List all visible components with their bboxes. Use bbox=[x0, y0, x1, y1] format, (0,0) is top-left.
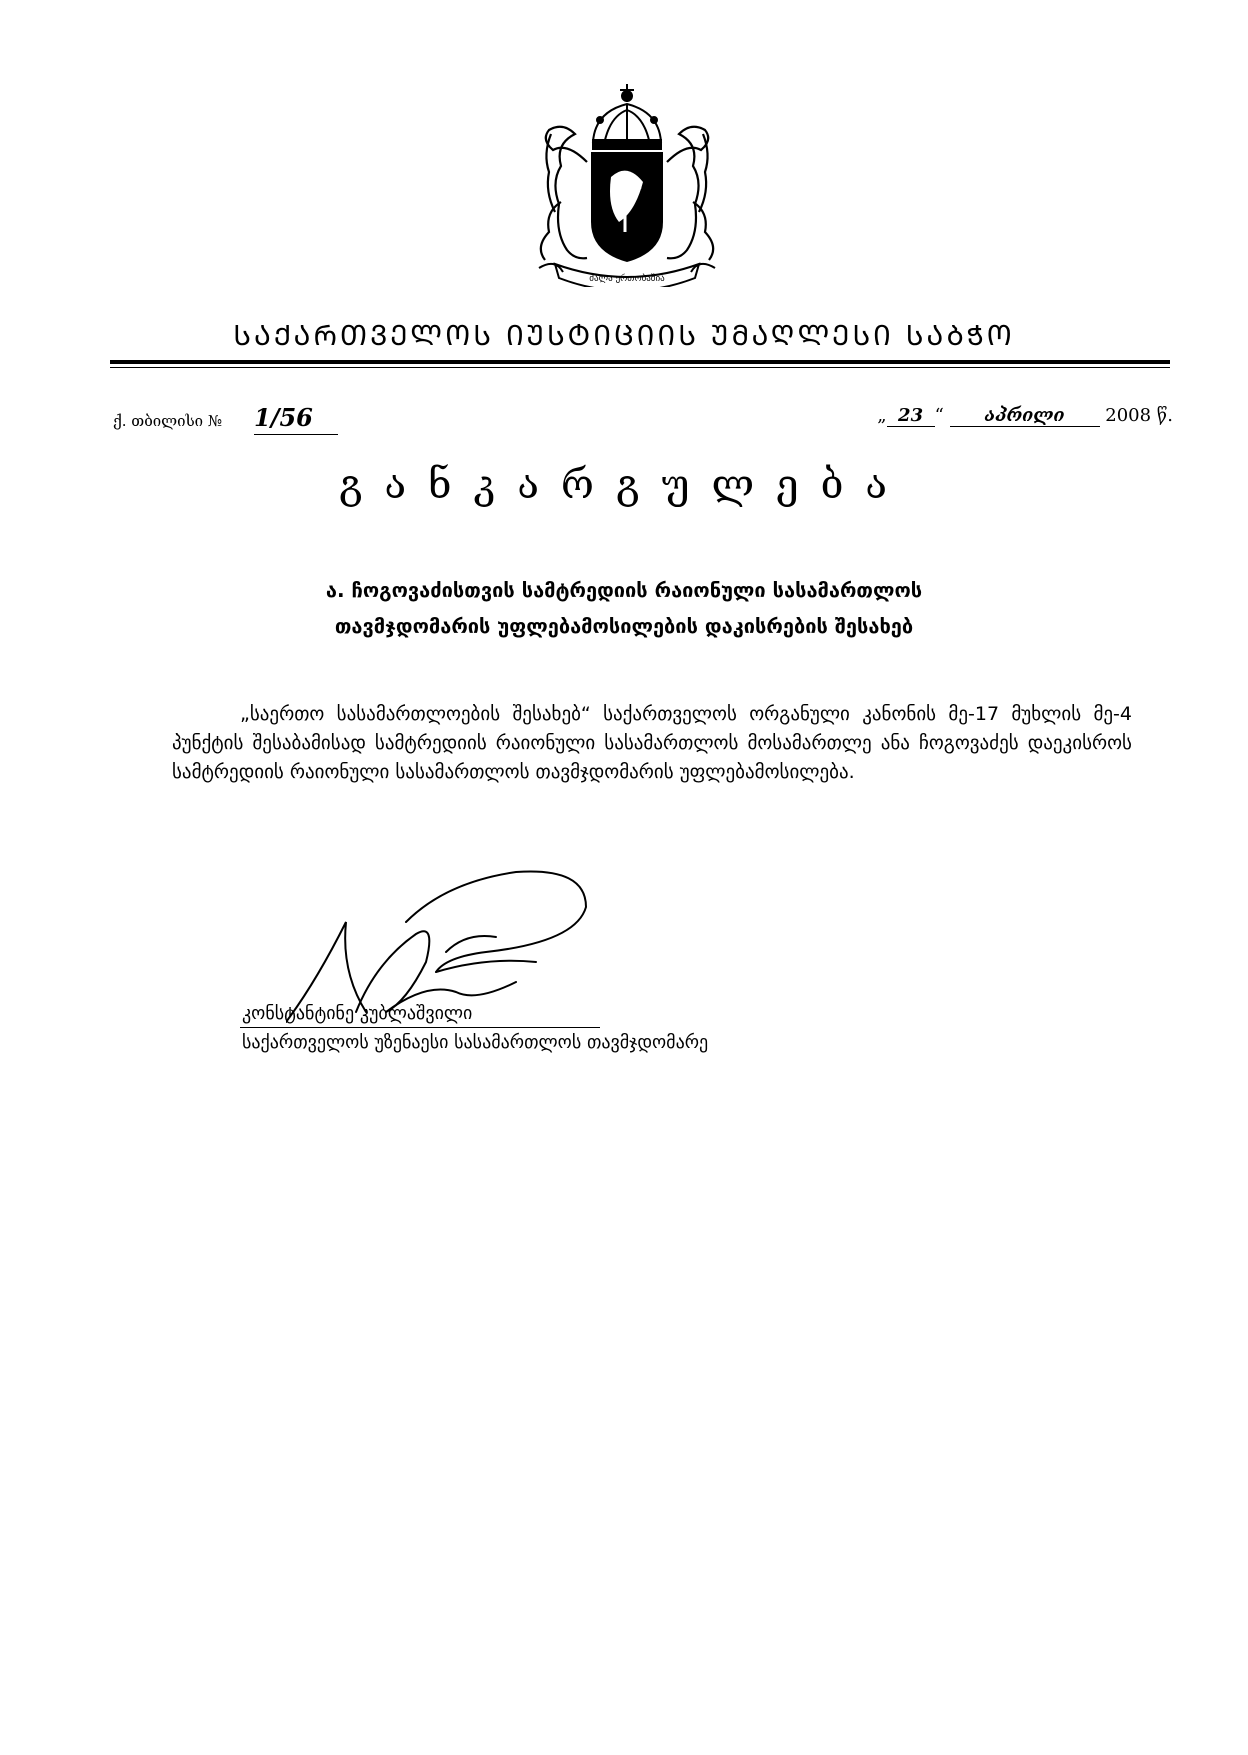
date-quote-close: “ bbox=[934, 405, 944, 426]
body-paragraph-text: „საერთო სასამართლოების შესახებ“ საქართველოს ორგანული კანონის მე-17 მუხლის მე-4 პუნქტის შესაბამისად სამტრედიის რაიონული სასამართლოს მოსამართლე ანა ჩოგოვაძეს დაეკისროს სამტრედიის რაიონული სასამართლოს თავმჯდომარის უფლებამოსილება. bbox=[172, 703, 1132, 783]
document-number: 1/56 bbox=[254, 403, 338, 435]
date-year: 2008 bbox=[1105, 405, 1152, 426]
document-title: განკარგულება bbox=[338, 462, 910, 508]
subject-line-2: თავმჯდომარის უფლებამოსილების დაკისრების შესახებ bbox=[334, 614, 914, 638]
georgia-coat-of-arms-icon bbox=[515, 82, 740, 287]
header-divider-thin bbox=[110, 367, 1170, 368]
date-day: 23 bbox=[887, 405, 935, 427]
svg-text:ძალა ერთობაშია: ძალა ერთობაშია bbox=[589, 274, 665, 284]
signatory-name: კონსტანტინე კუბლაშვილი bbox=[242, 1003, 473, 1024]
date-quote-open: „ bbox=[877, 405, 887, 426]
council-name: ᲡᲐᲥᲐᲠᲗᲕᲔᲚᲝᲡ ᲘᲣᲡᲢᲘᲪᲘᲘᲡ ᲣᲛᲐᲦᲚᲔᲡᲘ ᲡᲐᲑᲭᲝ bbox=[233, 319, 1015, 352]
body-paragraph bbox=[172, 700, 1132, 787]
header-divider-thick bbox=[110, 360, 1170, 364]
date-month: აპრილი bbox=[950, 405, 1100, 427]
date-suffix: წ. bbox=[1156, 405, 1173, 426]
signature-line bbox=[240, 1027, 600, 1028]
place-label: ქ. თბილისი № bbox=[113, 412, 223, 430]
signatory-title: საქართველოს უზენაესი სასამართლოს თავმჯდომარე bbox=[242, 1032, 709, 1053]
document-subject bbox=[0, 572, 1248, 644]
subject-line-1: ა. ჩოგოვაძისთვის სამტრედიის რაიონული სასამართლოს bbox=[325, 578, 923, 602]
document-date bbox=[877, 405, 1173, 427]
